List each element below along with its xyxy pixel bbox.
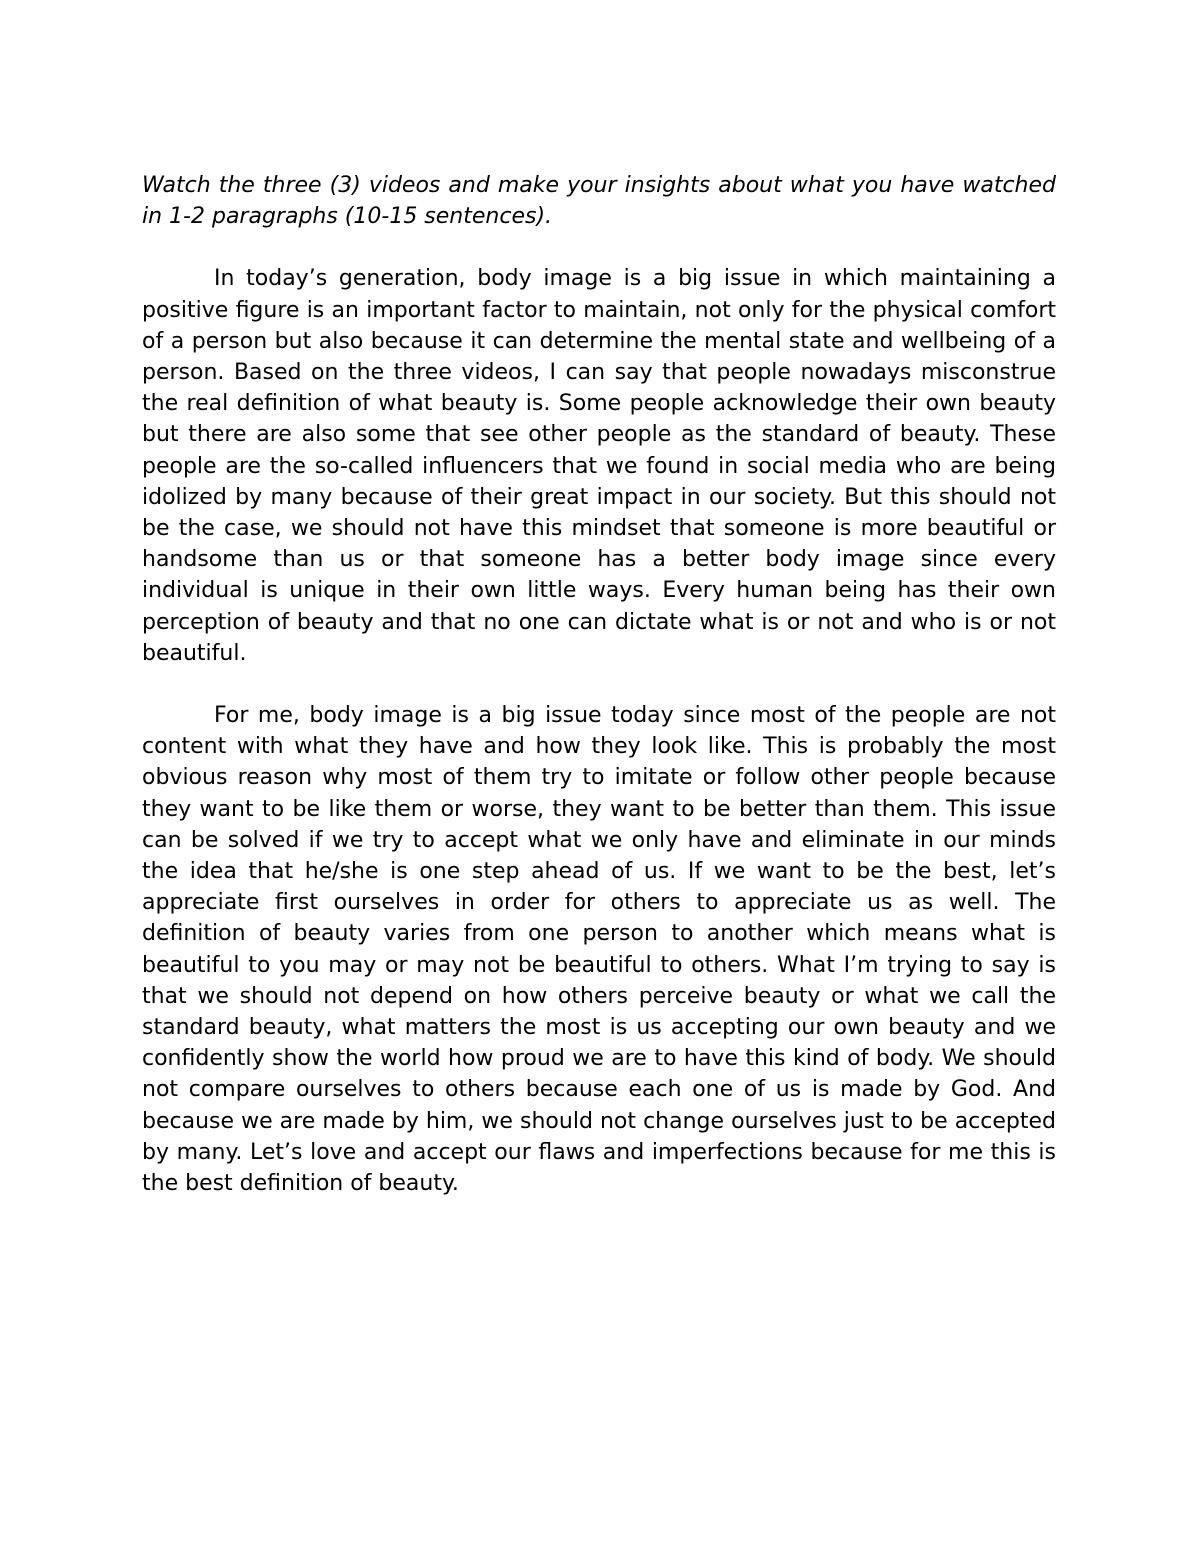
paragraph-2: For me, body image is a big issue today since most of the people are not content with what they have and how they look like. This is probably the most obvious reason why most of them try to imitate or follow other people because they want to be like them or worse, they want to be better than them. This issue can be solved if we try to accept what we only have and eliminate in our minds the idea that he/she is one step ahead of us. If we want to be the best, let’s appreciate first ourselves in order for others to appreciate us as well. The definition of beauty varies from one person to another which means what is beautiful to you may or may not be beautiful to others. What I’m trying to say is that we should not depend on how others perceive beauty or what we call the standard beauty, what matters the most is us accepting our own beauty and we confidently show the world how proud we are to have this kind of body. We should not compare ourselves to others because each one of us is made by God. And because we are made by him, we should not change ourselves just to be accepted by many. Let’s love and accept our flaws and imperfections because for me this is the best definition of beauty.	[142, 703, 1056, 1197]
assignment-prompt: Watch the three (3) videos and make your insights about what you have watched in 1-2 paragraphs (10-15 sentences).	[142, 173, 1056, 230]
document-body	[142, 170, 1056, 1230]
paragraph-1: In today’s generation, body image is a big issue in which maintaining a positive figure is an important factor to maintain, not only for the physical comfort of a person but also because it can determine the mental state and wellbeing of a person. Based on the three videos, I can say that people nowadays misconstrue the real definition of what beauty is. Some people acknowledge their own beauty but there are also some that see other people as the standard of beauty. These people are the so-called influencers that we found in social media who are being idolized by many because of their great impact in our society. But this should not be the case, we should not have this mindset that someone is more beautiful or handsome than us or that someone has a better body image since every individual is unique in their own little ways. Every human being has their own perception of beauty and that no one can dictate what is or not and who is or not beautiful.	[142, 266, 1056, 666]
